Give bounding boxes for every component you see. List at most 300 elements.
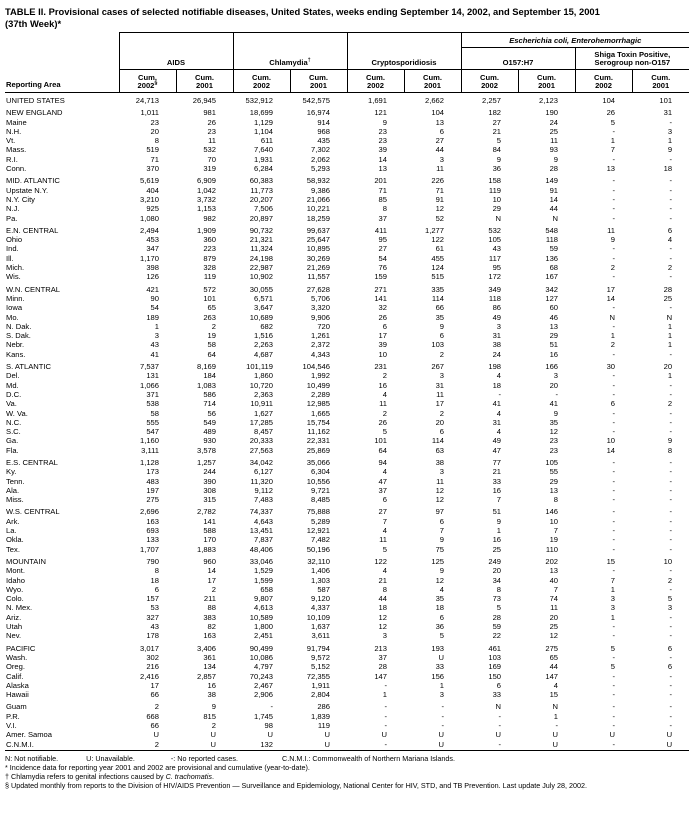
value-cell: 25 xyxy=(663,293,673,303)
value-cell: 13,451 xyxy=(249,526,273,536)
value-cell: - xyxy=(669,721,673,730)
value-cell: 103 xyxy=(431,340,445,350)
value-cell: 1,599 xyxy=(253,575,273,585)
value-cell: - xyxy=(612,427,616,437)
value-cell: 91,794 xyxy=(306,643,330,653)
value-cell: 714 xyxy=(203,399,216,409)
value-cell: 7,537 xyxy=(139,362,159,372)
value-cell: 2 xyxy=(610,340,616,350)
table-row xyxy=(5,535,689,544)
value-cell: - xyxy=(669,467,673,477)
value-cell: U xyxy=(290,740,347,751)
value-cell: 1,909 xyxy=(196,225,216,235)
table-row xyxy=(5,517,689,526)
value-cell: 11 xyxy=(436,476,445,486)
value-cell: 2,263 xyxy=(253,340,273,350)
value-cell: - xyxy=(669,671,673,681)
value-cell: - xyxy=(669,612,673,622)
value-cell: - xyxy=(612,622,616,632)
value-cell: 27,628 xyxy=(306,284,330,294)
value-cell: 8 xyxy=(382,204,387,214)
value-cell: 1 xyxy=(667,371,673,381)
value-cell: 349 xyxy=(488,284,502,294)
value-cell: 1,745 xyxy=(253,711,273,721)
footnote-marker: * xyxy=(5,762,10,772)
table-row xyxy=(5,322,689,331)
value-cell: 104 xyxy=(431,108,445,118)
value-cell: 3 xyxy=(439,467,445,477)
value-cell: 9 xyxy=(667,145,673,155)
value-cell: 693 xyxy=(146,526,159,536)
value-cell: 1,104 xyxy=(253,126,273,136)
value-cell: 47 xyxy=(492,445,502,455)
value-cell: 1,839 xyxy=(310,711,330,721)
table-row xyxy=(5,486,689,495)
footnote-note xyxy=(5,763,689,772)
reporting-area-cell: Ohio xyxy=(6,235,23,245)
value-cell: 5 xyxy=(439,631,445,641)
value-cell: 25,647 xyxy=(306,235,330,245)
table-row xyxy=(5,418,689,427)
value-cell: 91 xyxy=(549,185,559,195)
value-cell: 13 xyxy=(549,321,559,331)
value-cell: 99,637 xyxy=(306,225,330,235)
value-cell: 9 xyxy=(439,535,445,545)
value-cell: 147 xyxy=(374,671,387,681)
value-cell: 104 xyxy=(602,96,616,105)
value-cell: 12 xyxy=(378,612,387,622)
value-cell: 244 xyxy=(203,467,216,477)
value-cell: 5 xyxy=(382,427,387,437)
value-cell: 110 xyxy=(545,544,559,554)
table-row xyxy=(5,467,689,476)
table-row xyxy=(5,155,689,164)
value-cell: 30,055 xyxy=(249,284,273,294)
value-cell: 2,804 xyxy=(310,690,330,700)
value-cell: 548 xyxy=(545,225,559,235)
value-cell: - xyxy=(575,740,632,751)
reporting-area-cell: Amer. Samoa xyxy=(6,730,53,740)
value-cell: 82 xyxy=(207,622,216,632)
value-cell: 361 xyxy=(203,652,216,662)
value-cell: - xyxy=(612,417,616,427)
value-cell: 2 xyxy=(382,408,387,418)
value-cell: 141 xyxy=(203,516,216,526)
reporting-area-cell: E.N. CENTRAL xyxy=(6,225,59,235)
value-cell: 11 xyxy=(379,535,387,545)
value-cell: 126 xyxy=(146,272,159,282)
value-cell: - xyxy=(669,349,673,359)
value-cell: U xyxy=(267,730,273,740)
value-cell: - xyxy=(612,467,616,477)
value-cell: 72,355 xyxy=(306,671,330,681)
value-cell: 9 xyxy=(496,516,502,526)
value-cell: 1,707 xyxy=(139,544,159,554)
value-cell: 11,557 xyxy=(307,272,330,282)
reporting-area-cell: Mont. xyxy=(6,566,25,576)
value-cell: 925 xyxy=(146,204,159,214)
value-cell: 66 xyxy=(150,690,159,700)
value-cell: 263 xyxy=(203,312,216,322)
value-cell: 21 xyxy=(492,126,502,136)
value-cell: 7 xyxy=(610,575,616,585)
value-cell: 16 xyxy=(378,380,387,390)
value-cell: 25 xyxy=(549,126,559,136)
reporting-area-cell: Mass. xyxy=(6,145,27,155)
reporting-area-cell: Minn. xyxy=(6,293,25,303)
value-cell: 49 xyxy=(492,312,502,322)
value-cell: 2 xyxy=(119,740,176,751)
table-row xyxy=(5,662,689,671)
value-cell: 2 xyxy=(211,321,216,331)
value-cell: 5,619 xyxy=(139,176,159,186)
col-header-crypto-2001: Cum. 2001 xyxy=(404,70,461,93)
value-cell: 10,109 xyxy=(306,612,330,622)
reporting-area-cell: Maine xyxy=(6,117,27,127)
table-row xyxy=(5,340,689,349)
value-cell: - xyxy=(669,154,673,164)
table-row xyxy=(5,331,689,340)
table-row xyxy=(5,254,689,263)
table-row xyxy=(5,631,689,640)
value-cell: 4,613 xyxy=(253,603,273,613)
table-row xyxy=(5,272,689,281)
value-cell: 184 xyxy=(203,371,216,381)
value-cell: 383 xyxy=(203,612,216,622)
table-row xyxy=(5,204,689,213)
value-cell: 3 xyxy=(667,603,673,613)
value-cell: 20 xyxy=(549,380,559,390)
value-cell: 483 xyxy=(146,476,159,486)
value-cell: 201 xyxy=(374,176,387,186)
value-cell: 10,720 xyxy=(249,380,273,390)
value-cell: 122 xyxy=(431,235,445,245)
value-cell: 118 xyxy=(545,235,559,245)
value-cell: - xyxy=(498,721,502,730)
value-cell: 58,932 xyxy=(306,176,330,186)
value-cell: 21 xyxy=(492,467,502,477)
table-row xyxy=(5,545,689,554)
value-cell: 5 xyxy=(610,662,616,672)
value-cell: 18,259 xyxy=(306,213,330,223)
value-cell: 4 xyxy=(382,566,387,576)
value-cell: 23 xyxy=(378,136,387,146)
value-cell: - xyxy=(669,622,673,632)
table-row xyxy=(5,223,689,235)
value-cell: 2,782 xyxy=(196,507,216,517)
value-cell: 13 xyxy=(549,566,559,576)
reporting-area-cell: PACIFIC xyxy=(6,643,36,653)
table-row xyxy=(5,526,689,535)
value-cell: 342 xyxy=(545,284,559,294)
reporting-area-cell: S. ATLANTIC xyxy=(6,362,52,372)
value-cell: 319 xyxy=(203,164,216,174)
value-cell: 8 xyxy=(154,566,159,576)
value-cell: 88 xyxy=(207,603,216,613)
value-cell: - xyxy=(669,680,673,690)
value-cell: 10 xyxy=(549,516,559,526)
value-cell: - xyxy=(612,154,616,164)
reporting-area-cell: S. Dak. xyxy=(6,331,31,341)
value-cell: 60,383 xyxy=(249,176,273,186)
value-cell: 2 xyxy=(667,263,673,273)
reporting-area-cell: Fla. xyxy=(6,445,19,455)
value-cell: 35 xyxy=(435,594,445,604)
value-cell: 131 xyxy=(146,371,159,381)
value-cell: 74,337 xyxy=(249,507,273,517)
value-cell: 20 xyxy=(663,362,673,372)
value-cell: - xyxy=(441,711,445,721)
reporting-area-cell: W. Va. xyxy=(6,408,28,418)
value-cell: 515 xyxy=(431,272,445,282)
value-cell: U xyxy=(438,652,445,662)
value-cell: N xyxy=(552,213,559,223)
value-cell: - xyxy=(669,117,673,127)
value-cell: - xyxy=(498,711,502,721)
value-cell: 26 xyxy=(378,417,387,427)
value-cell: 27,563 xyxy=(249,445,273,455)
value-cell: 30,269 xyxy=(306,253,330,263)
value-cell: 119 xyxy=(203,272,216,282)
col-group-o157h7: O157:H7 xyxy=(461,48,575,70)
value-cell: 36 xyxy=(492,164,502,174)
value-cell: 6 xyxy=(496,680,502,690)
value-cell: - xyxy=(669,272,673,282)
value-cell: 114 xyxy=(431,293,445,303)
value-cell: 2,857 xyxy=(196,671,216,681)
reporting-area-cell: Idaho xyxy=(6,575,26,585)
value-cell: 1,406 xyxy=(310,566,330,576)
value-cell: 1,691 xyxy=(367,96,387,105)
value-cell: 1,261 xyxy=(310,331,330,341)
value-cell: 12 xyxy=(435,575,445,585)
value-cell: 2,289 xyxy=(310,389,330,399)
value-cell: 2 xyxy=(439,349,445,359)
value-cell: 33,046 xyxy=(249,556,273,566)
value-cell: 52 xyxy=(435,213,445,223)
value-cell: N xyxy=(666,312,673,322)
col-header-aids-2001: Cum. 2001 xyxy=(176,70,233,93)
value-cell: 56 xyxy=(207,408,216,418)
reporting-area-cell: D.C. xyxy=(6,389,22,399)
value-cell: 3,210 xyxy=(139,194,159,204)
reporting-area-cell: Va. xyxy=(6,399,17,409)
value-cell: - xyxy=(669,380,673,390)
value-cell: 2 xyxy=(667,399,673,409)
value-cell: 4 xyxy=(382,389,387,399)
value-cell: - xyxy=(555,721,559,730)
reporting-area-cell: Vt. xyxy=(6,136,16,146)
value-cell: U xyxy=(381,730,387,740)
value-cell: - xyxy=(612,476,616,486)
value-cell: 7 xyxy=(496,495,502,505)
value-cell: 18 xyxy=(435,603,445,613)
value-cell: U xyxy=(404,740,461,751)
value-cell: 51 xyxy=(492,507,502,517)
value-cell: 76 xyxy=(378,263,387,273)
value-cell: 105 xyxy=(488,235,502,245)
value-cell: 18 xyxy=(492,380,502,390)
table-row xyxy=(5,381,689,390)
footnote-note xyxy=(5,781,689,790)
value-cell: - xyxy=(669,427,673,437)
value-cell: 4 xyxy=(667,235,673,245)
value-cell: 9,120 xyxy=(310,594,330,604)
value-cell: - xyxy=(669,690,673,700)
value-cell: 7 xyxy=(439,526,445,536)
value-cell: 18,699 xyxy=(249,108,273,118)
value-cell: 41 xyxy=(492,399,502,409)
value-cell: 97 xyxy=(435,507,445,517)
value-cell: 815 xyxy=(203,711,216,721)
table-title-line2: (37th Week)* xyxy=(5,17,62,29)
value-cell: 31 xyxy=(435,380,445,390)
value-cell: - xyxy=(461,740,518,751)
col-group-cryptosporidiosis: Cryptosporidiosis xyxy=(347,33,461,70)
value-cell: 43 xyxy=(150,622,159,632)
value-cell: 8 xyxy=(496,584,502,594)
value-cell: 16 xyxy=(492,535,502,545)
value-cell: 17,285 xyxy=(249,417,273,427)
table-row xyxy=(5,145,689,154)
value-cell: 29 xyxy=(492,204,502,214)
value-cell: N xyxy=(552,702,559,712)
value-cell: 44 xyxy=(435,145,445,155)
value-cell: 411 xyxy=(374,225,387,235)
value-cell: 11 xyxy=(208,136,216,146)
value-cell: 6,909 xyxy=(196,176,216,186)
footnote-italic-text: C. trachomatis xyxy=(165,771,212,781)
value-cell: 150 xyxy=(488,671,502,681)
value-cell: - xyxy=(669,507,673,517)
value-cell: 23 xyxy=(378,126,387,136)
value-cell: 3,320 xyxy=(310,303,330,313)
value-cell: 19 xyxy=(207,331,216,341)
reporting-area-cell: Hawaii xyxy=(6,690,29,700)
value-cell: 12 xyxy=(378,622,387,632)
value-cell: 421 xyxy=(146,284,159,294)
disease-table xyxy=(5,32,689,751)
table-row xyxy=(5,576,689,585)
value-cell: U xyxy=(552,730,559,740)
value-cell: 10,895 xyxy=(306,244,330,254)
value-cell: 197 xyxy=(146,485,159,495)
value-cell: 9,906 xyxy=(310,312,330,322)
value-cell: 2,494 xyxy=(139,225,159,235)
reporting-area-cell: N. Mex. xyxy=(6,603,33,613)
value-cell: 15 xyxy=(549,690,559,700)
value-cell: 156 xyxy=(431,671,445,681)
reporting-area-cell: N.Y. City xyxy=(6,194,35,204)
table-row xyxy=(5,681,689,690)
value-cell: 572 xyxy=(203,284,216,294)
value-cell: 48,406 xyxy=(249,544,273,554)
value-cell: 95 xyxy=(378,235,387,245)
value-cell: 4 xyxy=(439,584,445,594)
value-cell: 2,372 xyxy=(310,340,330,350)
value-cell: - xyxy=(612,321,616,331)
value-cell: 13 xyxy=(378,164,387,174)
value-cell: 6,127 xyxy=(253,467,273,477)
value-cell: 170 xyxy=(203,535,216,545)
value-cell: 36 xyxy=(435,622,445,632)
value-cell: 49 xyxy=(492,436,502,446)
value-cell: 11 xyxy=(550,603,559,613)
value-cell: - xyxy=(384,702,387,712)
value-cell: 7,640 xyxy=(253,145,273,155)
value-cell: 14 xyxy=(378,154,387,164)
reporting-area-cell: Ill. xyxy=(6,253,14,263)
value-cell: - xyxy=(612,544,616,554)
value-cell: - xyxy=(669,516,673,526)
table-row xyxy=(5,622,689,631)
value-cell: 6 xyxy=(439,516,445,526)
value-cell: 2,662 xyxy=(425,96,445,105)
value-cell: - xyxy=(669,408,673,418)
value-cell: 71 xyxy=(378,185,387,195)
value-cell: - xyxy=(612,176,616,186)
reporting-area-cell: N. Dak. xyxy=(6,321,32,331)
value-cell: 27 xyxy=(378,507,387,517)
value-cell: 9,807 xyxy=(253,594,273,604)
value-cell: 226 xyxy=(431,176,445,186)
value-cell: - xyxy=(384,721,387,730)
value-cell: 50,196 xyxy=(306,544,330,554)
value-cell: 216 xyxy=(146,662,159,672)
value-cell: U xyxy=(609,730,616,740)
value-cell: 182 xyxy=(488,108,502,118)
value-cell: 790 xyxy=(146,556,159,566)
value-cell: 2 xyxy=(211,584,216,594)
col-group-aids: AIDS xyxy=(119,33,233,70)
value-cell: 90,732 xyxy=(249,225,273,235)
value-cell: 127 xyxy=(545,293,559,303)
reporting-area-cell: Ky. xyxy=(6,467,17,477)
value-cell: 5 xyxy=(496,603,502,613)
value-cell: 2,123 xyxy=(539,96,559,105)
value-cell: 39 xyxy=(378,145,387,155)
value-cell: 327 xyxy=(146,612,159,622)
value-cell: 10 xyxy=(492,194,502,204)
value-cell: 6 xyxy=(382,495,387,505)
value-cell: 5 xyxy=(667,594,673,604)
value-cell: - xyxy=(612,526,616,536)
value-cell: - xyxy=(669,457,673,467)
table-row xyxy=(5,699,689,711)
value-cell: - xyxy=(384,711,387,721)
reporting-area-cell: La. xyxy=(6,526,17,536)
value-cell: 91 xyxy=(435,194,445,204)
value-cell: 47 xyxy=(378,476,387,486)
value-cell: - xyxy=(612,303,616,313)
value-cell: 347 xyxy=(146,244,159,254)
value-cell: 2 xyxy=(154,702,159,712)
value-cell: 6 xyxy=(154,584,159,594)
col-group-shiga-toxin: Shiga Toxin Positive, Serogroup non-O157 xyxy=(575,48,689,70)
value-cell: 98 xyxy=(264,721,273,730)
table-row xyxy=(5,214,689,223)
reporting-area-cell: UNITED STATES xyxy=(6,96,65,105)
table-row xyxy=(5,313,689,322)
value-cell: 4 xyxy=(382,526,387,536)
value-cell: 8 xyxy=(154,136,159,146)
value-cell: - xyxy=(441,702,445,712)
value-cell: 11,773 xyxy=(250,185,273,195)
value-cell: 189 xyxy=(146,312,159,322)
legend-item: N: Not notifiable. xyxy=(5,753,59,763)
value-cell: - xyxy=(612,671,616,681)
value-cell: - xyxy=(669,652,673,662)
